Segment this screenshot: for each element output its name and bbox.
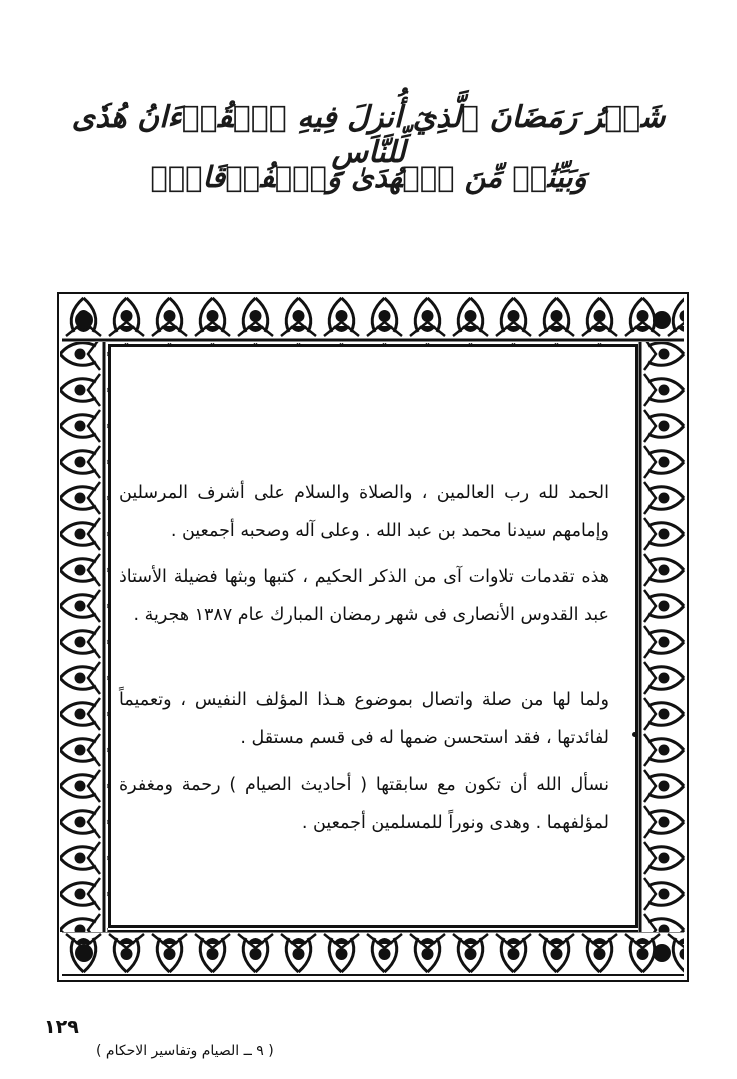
paragraph-introduction: هذه تقدمات تلاوات آى من الذكر الحكيم ، كتبها وبثها فضيلة الأستاذ عبد القدوس الأنصارى فى شهر رمضان المبارك عام ١٣٨٧ هجرية .	[119, 566, 609, 625]
margin-dot	[632, 732, 637, 737]
quran-verse-line-1: شَهۡرُ رَمَضَانَ ٱلَّذِيٓ أُنزِلَ فِيهِ ٱلۡقُرۡءَانُ هُدٗى لِّلنَّاسِ	[71, 100, 666, 170]
paragraph-praise: الحمد لله رب العالمين ، والصلاة والسلام على أشرف المرسلين وإمامهم سيدنا محمد بن عبد الله . وعلى آله وصحبه أجمعين .	[119, 482, 609, 541]
quran-verse-line-2: وَبَيِّنَٰتٖ مِّنَ ٱلۡهُدَىٰ وَٱلۡفُرۡقَانِۚ	[150, 160, 587, 194]
paragraph-relevance: ولما لها من صلة واتصال بموضوع هـذا المؤلف النفيس ، وتعميماً لفائدتها ، فقد استحسن ضمها له فى قسم مستقل .	[119, 689, 609, 748]
paragraph-prayer: نسأل الله أن تكون مع سابقتها ( أحاديث الصيام ) رحمة ومغفرة لمؤلفهما . وهدى ونوراً للمسلمين أجمعين .	[119, 774, 609, 833]
page-number: ١٢٩	[44, 1016, 79, 1038]
chapter-footer-note: ( ٩ ــ الصيام وتفاسير الاحكام )	[96, 1043, 274, 1059]
